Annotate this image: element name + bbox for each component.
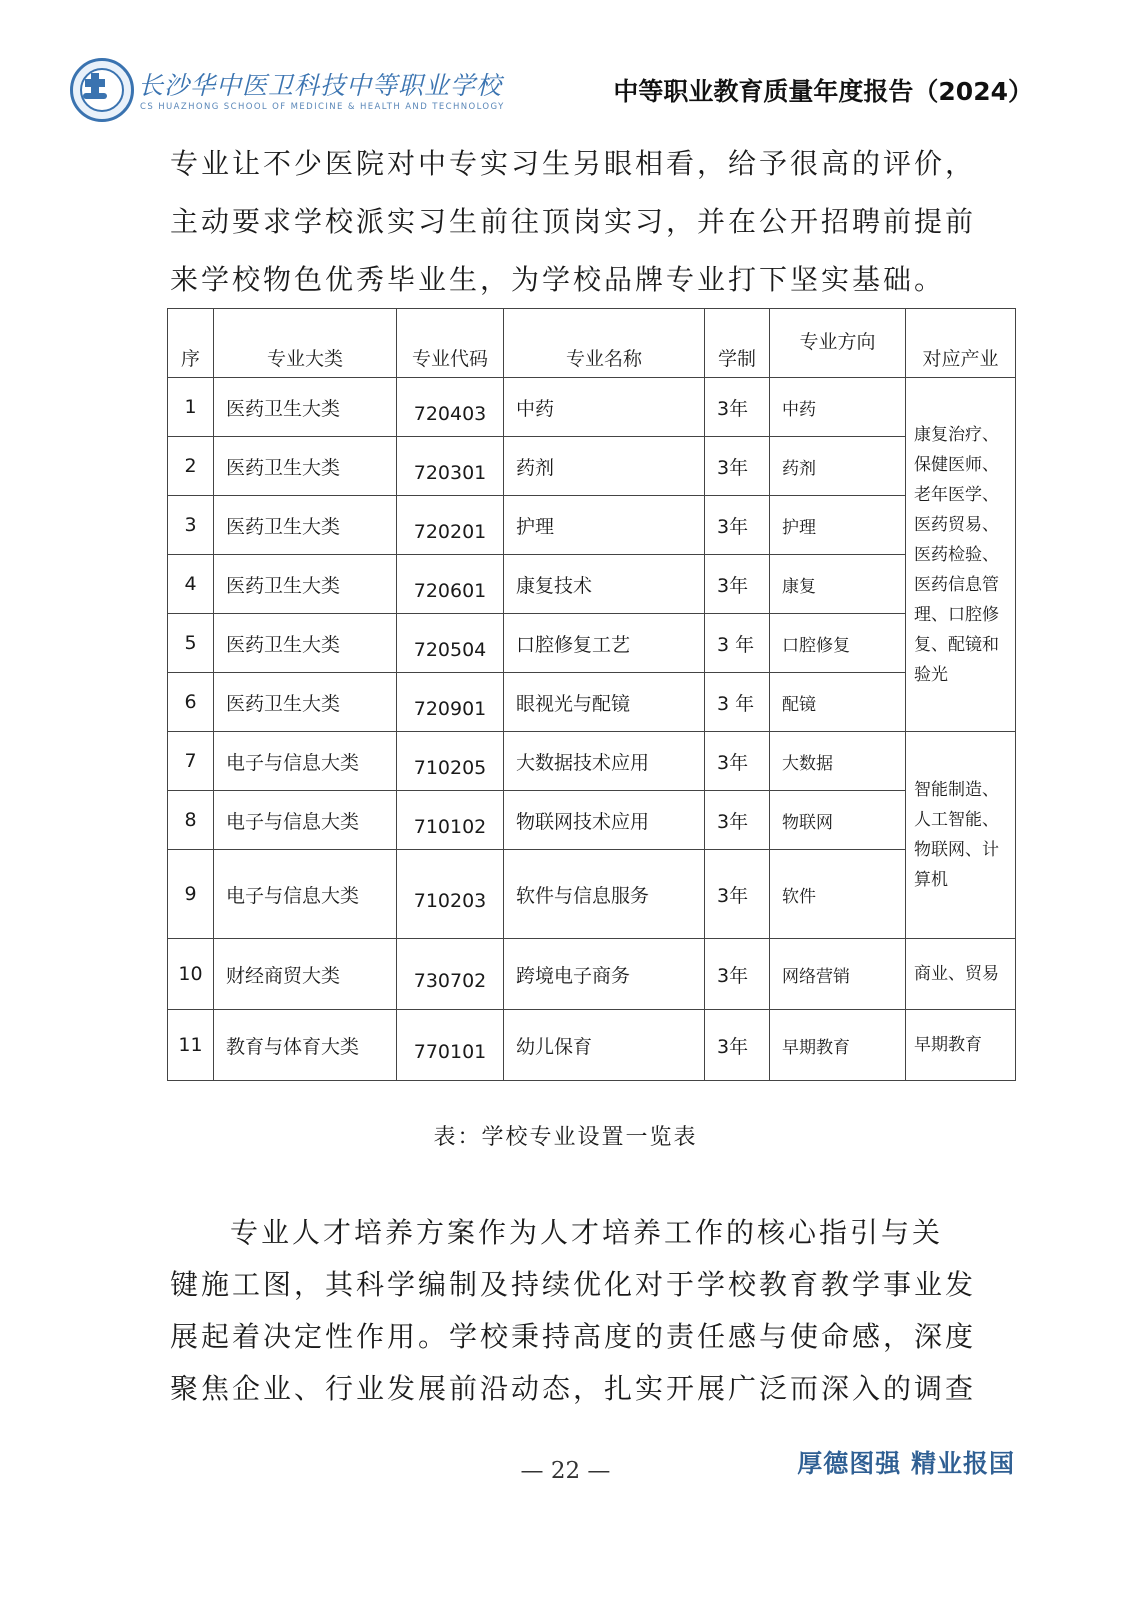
cell-direction: 大数据 [770, 732, 906, 791]
table-row [168, 939, 1016, 1010]
page-header [0, 0, 1131, 140]
intro-paragraph [170, 135, 977, 309]
text-line: 来学校物色优秀毕业生，为学校品牌专业打下坚实基础。 [170, 263, 946, 296]
cell-no: 1 [168, 378, 214, 437]
table-row [168, 850, 1016, 939]
table-caption: 表：学校专业设置一览表 [433, 1125, 698, 1150]
header-no: 序 [168, 309, 214, 378]
text-line: 聚焦企业、行业发展前沿动态，扎实开展广泛而深入的调查 [170, 1372, 977, 1405]
cell-direction: 网络营销 [770, 939, 906, 1010]
cell-category: 医药卫生大类 [214, 673, 397, 732]
text-line: 专业让不少医院对中专实习生另眼相看，给予很高的评价， [170, 147, 977, 180]
cell-name: 中药 [504, 378, 705, 437]
text-line: 主动要求学校派实习生前往顶岗实习，并在公开招聘前提前 [170, 205, 977, 238]
cell-no: 8 [168, 791, 214, 850]
header-code: 专业代码 [397, 309, 504, 378]
cell-name: 跨境电子商务 [504, 939, 705, 1010]
table-row [168, 555, 1016, 614]
cell-no: 10 [168, 939, 214, 1010]
text-line: 专业人才培养方案作为人才培养工作的核心指引与关 [230, 1216, 944, 1249]
cell-years: 3年 [705, 378, 770, 437]
school-logo-icon [70, 58, 134, 122]
header-category: 专业大类 [214, 309, 397, 378]
cell-industry-education: 早期教育 [906, 1010, 1016, 1081]
header-direction: 专业方向 [770, 309, 906, 378]
cell-category: 医药卫生大类 [214, 614, 397, 673]
table-row [168, 791, 1016, 850]
page-number: — 22 — [520, 1458, 611, 1484]
body-paragraph [170, 1207, 977, 1415]
table-header-row [168, 309, 1016, 378]
report-title: 中等职业教育质量年度报告（2024） [613, 77, 1033, 106]
cell-name: 大数据技术应用 [504, 732, 705, 791]
cell-direction: 康复 [770, 555, 906, 614]
majors-table [167, 308, 1016, 1081]
table-row [168, 1010, 1016, 1081]
cell-category: 电子与信息大类 [214, 732, 397, 791]
text-line: 展起着决定性作用。学校秉持高度的责任感与使命感，深度 [170, 1320, 977, 1353]
cell-code: 720504 [397, 614, 504, 673]
cell-years: 3年 [705, 496, 770, 555]
cell-name: 软件与信息服务 [504, 850, 705, 939]
cell-years: 3 年 [705, 673, 770, 732]
cell-category: 医药卫生大类 [214, 555, 397, 614]
cell-no: 11 [168, 1010, 214, 1081]
cell-category: 财经商贸大类 [214, 939, 397, 1010]
table-row [168, 437, 1016, 496]
school-name: 长沙华中医卫科技中等职业学校 [138, 71, 503, 100]
cell-no: 4 [168, 555, 214, 614]
cell-code: 710102 [397, 791, 504, 850]
cell-no: 6 [168, 673, 214, 732]
cell-no: 9 [168, 850, 214, 939]
cell-industry-electronic: 智能制造、人工智能、物联网、计算机 [906, 732, 1016, 939]
cell-direction: 物联网 [770, 791, 906, 850]
table-row [168, 378, 1016, 437]
cell-name: 幼儿保育 [504, 1010, 705, 1081]
table-row [168, 673, 1016, 732]
cell-direction: 早期教育 [770, 1010, 906, 1081]
cell-name: 物联网技术应用 [504, 791, 705, 850]
cell-code: 720601 [397, 555, 504, 614]
school-name-english: CS HUAZHONG SCHOOL OF MEDICINE & HEALTH AND TECHNOLOGY [140, 102, 505, 112]
cell-name: 护理 [504, 496, 705, 555]
table-row [168, 614, 1016, 673]
cell-direction: 口腔修复 [770, 614, 906, 673]
cell-code: 720901 [397, 673, 504, 732]
cell-years: 3年 [705, 939, 770, 1010]
cell-category: 电子与信息大类 [214, 850, 397, 939]
cell-direction: 软件 [770, 850, 906, 939]
cell-code: 710205 [397, 732, 504, 791]
cell-category: 医药卫生大类 [214, 437, 397, 496]
cell-years: 3 年 [705, 614, 770, 673]
cell-direction: 护理 [770, 496, 906, 555]
footer-motto: 厚德图强 精业报国 [797, 1449, 1015, 1478]
table-row [168, 732, 1016, 791]
cell-code: 770101 [397, 1010, 504, 1081]
cell-category: 电子与信息大类 [214, 791, 397, 850]
cell-years: 3年 [705, 850, 770, 939]
table-row [168, 496, 1016, 555]
cell-code: 720201 [397, 496, 504, 555]
cell-name: 眼视光与配镜 [504, 673, 705, 732]
cell-category: 医药卫生大类 [214, 496, 397, 555]
cell-code: 720403 [397, 378, 504, 437]
header-name: 专业名称 [504, 309, 705, 378]
cell-no: 7 [168, 732, 214, 791]
cell-code: 720301 [397, 437, 504, 496]
cell-code: 730702 [397, 939, 504, 1010]
cell-years: 3年 [705, 732, 770, 791]
cell-years: 3年 [705, 555, 770, 614]
cell-years: 3年 [705, 1010, 770, 1081]
cell-code: 710203 [397, 850, 504, 939]
cell-industry-medical: 康复治疗、保健医师、老年医学、医药贸易、医药检验、医药信息管理、口腔修复、配镜和验光 [906, 378, 1016, 732]
cell-years: 3年 [705, 437, 770, 496]
cell-name: 康复技术 [504, 555, 705, 614]
cell-no: 2 [168, 437, 214, 496]
header-industry: 对应产业 [906, 309, 1016, 378]
cell-no: 3 [168, 496, 214, 555]
cell-name: 口腔修复工艺 [504, 614, 705, 673]
cell-years: 3年 [705, 791, 770, 850]
cell-no: 5 [168, 614, 214, 673]
cell-category: 教育与体育大类 [214, 1010, 397, 1081]
text-line: 键施工图，其科学编制及持续优化对于学校教育教学事业发 [170, 1268, 977, 1301]
cell-industry-commerce: 商业、贸易 [906, 939, 1016, 1010]
cell-direction: 药剂 [770, 437, 906, 496]
cell-direction: 配镜 [770, 673, 906, 732]
cell-direction: 中药 [770, 378, 906, 437]
cell-name: 药剂 [504, 437, 705, 496]
header-years: 学制 [705, 309, 770, 378]
cell-category: 医药卫生大类 [214, 378, 397, 437]
